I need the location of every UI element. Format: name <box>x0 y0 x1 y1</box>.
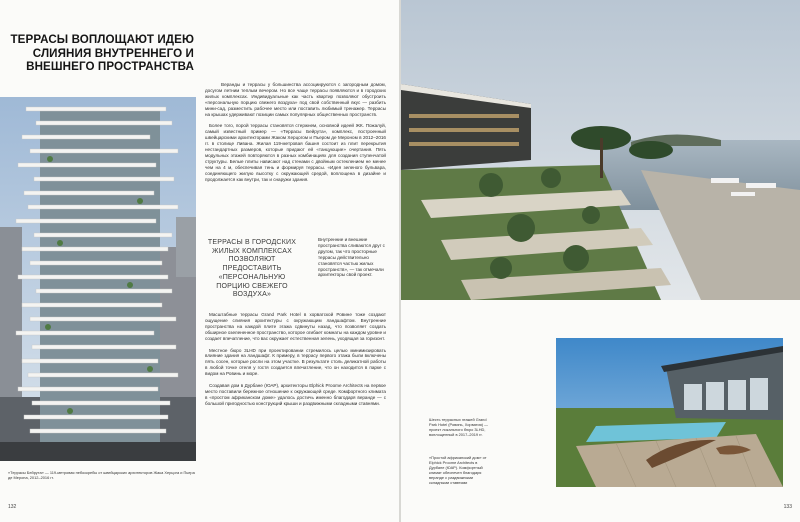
article-paragraph: Веранды и террасы у большинства ассоциируются с загородным домом, досугом летним теплым вечером. Но все чаще террасы появляются и в городских жилых комплексах. Индивидуальные как часть квартир позволяют обустроить «персональную порцию свежего воздуха» под свой собственный вкус — разбить мини-сад, разместить рабочее место или поставить любимый тренажер. Террасы на крышах удерживают позиции самых популярных общественных пространств. <box>205 82 386 117</box>
article-paragraph: Масштабные террасы Grand Park Hotel в хорватской Ровине тоже создают ощущение слияния архитектуры с окружающим ландшафтом. Внутренние пространства на каждой плите этажа сдвинуты назад, что позволяет создать обширное озелененное пространство, которое огибает комнаты на каждом уровне и создает впечатление, что вас окружает естественная зелень, уходящая за горизонт. <box>205 312 386 341</box>
article-paragraph: Создавая дом в Дурбане (ЮАР), архитекторы Elphick Proome Architects на первое место поставили бережное отношение к окружающей среде. Комфортного климата в «простом африканском доме» удалось достичь именно благодаря веранде — с большой пригодностью конструкций крыши и раздвижными складными ставнями. <box>205 383 386 406</box>
photo-caption: «Террасы Бейрута» — 119-метровая небоскребы от швейцарских архитекторов Жака Херцога и Пьера де Мерона, 2012–2016 гг. <box>8 470 195 480</box>
photo-caption: Шесть террасных этажей Grand Park Hotel (Ровинь, Хорватия) — проект локального бюро 3LHD, воплощенный в 2017–2019 гг. <box>429 417 489 437</box>
article-paragraph: Местное бюро 3LHD при проектировании стремилось целью минимизировать влияние здания на ландшафт. К примеру, в террасу первого этажа были включены пять сосен, которые росли на этом участке. В результате столь деликатной работы в любой точке отеля у гостя создается впечатление, что он находится в парке с видом на Ровинь и море. <box>205 347 386 377</box>
page-number: 132 <box>8 504 17 510</box>
article-intro <box>205 82 386 189</box>
article-narrow-column: Внутренние и внешние пространства сливаются друг с другом, так что просторные террасы действительно становятся частью жилых пространств», — так отмечали архитекторы свой проект. <box>318 237 385 278</box>
tower-photo <box>0 97 196 461</box>
left-page <box>0 0 399 522</box>
page-headline: ТЕРРАСЫ ВОПЛОЩАЮТ ИДЕЮ СЛИЯНИЯ ВНУТРЕННЕГО И ВНЕШНЕГО ПРОСТРАНСТВА <box>10 33 194 73</box>
right-page <box>401 0 800 522</box>
resort-terraces-photo <box>401 0 800 300</box>
veranda-house-photo <box>556 338 783 487</box>
photo-caption: «Простой африканский дом» от Elphick Proome Architects в Дурбане (ЮАР). Комфортный климат обеспечен благодаря веранде с раздвижными складными ставнями <box>429 455 487 485</box>
page-number: 133 <box>783 504 792 510</box>
article-paragraph: Более того, порой террасы становятся стержнем, основной идеей ЖК. Пожалуй, самый известный пример — «Террасы Бейрута», комплекс, построенный швейцарскими архитекторами Жаком Херцогом и Пьером де Мероном в 2012–2016 гг. в столице Ливана. Жилая 119-метровая башня состоит из плит перекрытия нестандартных размеров, которые придают ей «танцующие» очертания. Пять модульных этажей повторяются в разных комбинациях для создания ступенчатой структуры. Белые плиты нависают над стенами с двойным остеклением не менее чем на 4 м, обеспечивая тень и формируя террасы. «Идея зеленого бульвара, соединяющего жилую высотку с окружающей средой, воплощена в дизайне и продолжается как внутри, так и снаружи здания. <box>205 123 386 182</box>
article-lower <box>205 312 386 413</box>
pull-quote: ТЕРРАСЫ В ГОРОДСКИХ ЖИЛЫХ КОМПЛЕКСАХ ПОЗВОЛЯЮТ ПРЕДОСТАВИТЬ «ПЕРСОНАЛЬНУЮ ПОРЦИЮ СВЕЖЕГО ВОЗДУХА» <box>207 239 297 299</box>
